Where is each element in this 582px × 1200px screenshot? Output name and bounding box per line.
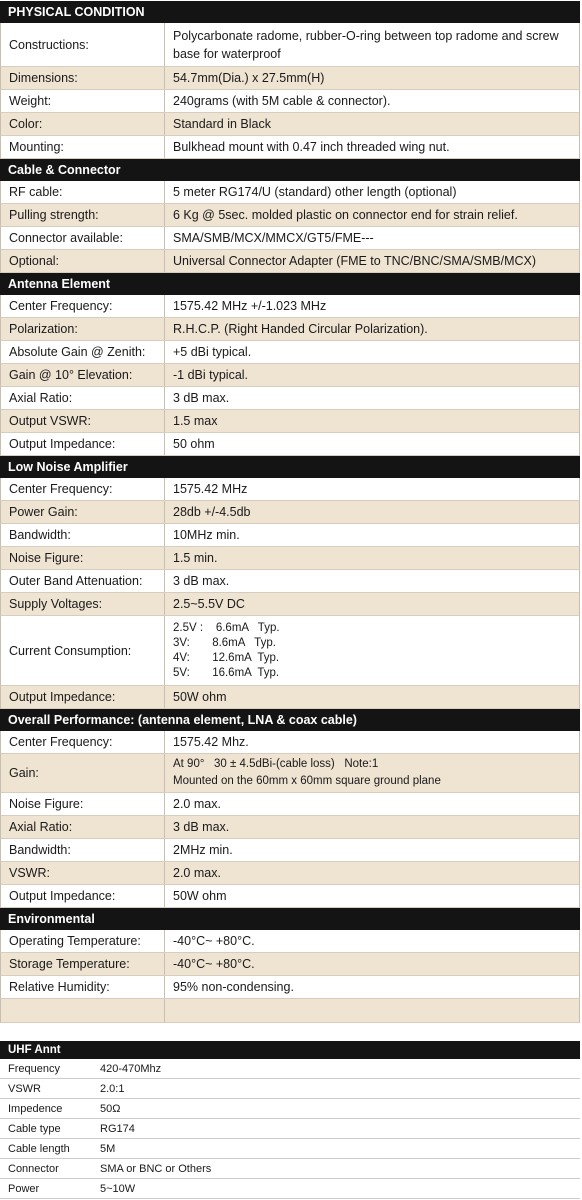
spec-value (165, 885, 579, 907)
spec-value (165, 410, 579, 432)
spec-value-line: 240grams (with 5M cable & connector). (173, 94, 391, 108)
spec-value (165, 930, 579, 952)
spec-label: Gain: (1, 754, 165, 792)
spec-label: Axial Ratio: (1, 387, 165, 409)
spec-value-line: 3 dB max. (173, 820, 230, 834)
spec-value (165, 686, 579, 708)
spec-label: Connector available: (1, 227, 165, 249)
spec-row-output-impedance (0, 686, 580, 709)
uhf-row-power (0, 1179, 580, 1199)
spec-label: Center Frequency: (1, 731, 165, 753)
spec-value-line: 1.5 max (173, 414, 218, 428)
uhf-label: Cable length (8, 1143, 70, 1155)
spec-label: Weight: (1, 90, 165, 112)
spec-value-line: 6 Kg @ 5sec. molded plastic on connector end for strain relief. (173, 208, 518, 222)
spec-value-line: 2.0 max. (173, 797, 221, 811)
uhf-label: Cable type (8, 1123, 61, 1135)
spec-row-optional (0, 250, 580, 273)
spec-value (165, 999, 579, 1022)
uhf-label: Power (8, 1183, 40, 1195)
uhf-row-vswr (0, 1079, 580, 1099)
spec-row-outer-band-attenuation (0, 570, 580, 593)
spec-row-operating-temperature (0, 930, 580, 953)
spec-value (165, 816, 579, 838)
uhf-value: RG174 (100, 1123, 135, 1135)
spec-label: Center Frequency: (1, 295, 165, 317)
spec-value-line: -40°C~ +80°C. (173, 934, 255, 948)
spec-row-connector-available (0, 227, 580, 250)
spec-label: Output Impedance: (1, 433, 165, 455)
spec-value (165, 204, 579, 226)
spec-row-relative-humidity (0, 976, 580, 999)
spec-label: Mounting: (1, 136, 165, 158)
spec-value (165, 593, 579, 615)
spec-label: Bandwidth: (1, 839, 165, 861)
spec-label: Output Impedance: (1, 885, 165, 907)
uhf-value: SMA or BNC or Others (100, 1163, 212, 1175)
spec-label: Relative Humidity: (1, 976, 165, 998)
uhf-table (0, 1041, 582, 1200)
spec-value (165, 341, 579, 363)
spec-row-noise-figure (0, 547, 580, 570)
uhf-label: VSWR (8, 1083, 41, 1095)
spec-value (165, 295, 579, 317)
uhf-row-cable-length (0, 1139, 580, 1159)
spec-value (165, 478, 579, 500)
uhf-row-cable-type (0, 1119, 580, 1139)
spec-row-output-impedance (0, 885, 580, 908)
spec-value (165, 433, 579, 455)
section-header-environmental: Environmental (0, 908, 580, 930)
spec-value (165, 113, 579, 135)
spec-label: Center Frequency: (1, 478, 165, 500)
spec-row-output-vswr (0, 410, 580, 433)
spec-row-polarization (0, 318, 580, 341)
spec-row-output-impedance (0, 433, 580, 456)
spec-value (165, 731, 579, 753)
spec-value (165, 501, 579, 523)
uhf-label: Connector (8, 1163, 59, 1175)
uhf-value: 2.0:1 (100, 1083, 125, 1095)
spec-value-line: Polycarbonate radome, rubber-O-ring between top radome and screw base for waterproof (173, 28, 563, 61)
spec-value (165, 318, 579, 340)
spec-label: Power Gain: (1, 501, 165, 523)
spec-row-pulling-strength (0, 204, 580, 227)
spec-label: Optional: (1, 250, 165, 272)
spec-value (165, 616, 579, 685)
spec-value-line: 1575.42 Mhz. (173, 735, 249, 749)
spec-label: Constructions: (1, 23, 165, 66)
spec-label: Supply Voltages: (1, 593, 165, 615)
spec-value-line: 5V: 16.6mA Typ. (173, 666, 280, 679)
spec-value (165, 754, 579, 792)
spec-value (165, 793, 579, 815)
spec-value-line: SMA/SMB/MCX/MMCX/GT5/FME--- (173, 231, 374, 245)
spec-label: Current Consumption: (1, 616, 165, 685)
spec-value-line: +5 dBi typical. (173, 345, 252, 359)
uhf-value: 5M (100, 1143, 116, 1155)
spec-value-line: 2.5V : 6.6mA Typ. (173, 621, 280, 634)
spec-row-supply-voltages (0, 593, 580, 616)
spec-label: VSWR: (1, 862, 165, 884)
spec-value-line: 50 ohm (173, 437, 215, 451)
spec-value-line: 2.5~5.5V DC (173, 597, 245, 611)
spec-label: Axial Ratio: (1, 816, 165, 838)
spec-label: Output Impedance: (1, 686, 165, 708)
spec-value (165, 953, 579, 975)
spec-row-gain-10-elevation (0, 364, 580, 387)
spec-label: RF cable: (1, 181, 165, 203)
spec-value-line: Mounted on the 60mm x 60mm square ground plane (173, 775, 441, 787)
spec-value (165, 136, 579, 158)
spec-value (165, 227, 579, 249)
spec-row-noise-figure (0, 793, 580, 816)
spec-label: Storage Temperature: (1, 953, 165, 975)
section-header-antenna-element: Antenna Element (0, 273, 580, 295)
spec-label: Pulling strength: (1, 204, 165, 226)
spec-value-line: Bulkhead mount with 0.47 inch threaded wing nut. (173, 140, 450, 154)
spec-row-axial-ratio (0, 387, 580, 410)
spec-value-line: 5 meter RG174/U (standard) other length (optional) (173, 185, 457, 199)
spec-value-line: 3 dB max. (173, 391, 230, 405)
spec-label: Outer Band Attenuation: (1, 570, 165, 592)
spec-label: Output VSWR: (1, 410, 165, 432)
spec-label: Operating Temperature: (1, 930, 165, 952)
spec-row-vswr (0, 862, 580, 885)
spec-value (165, 976, 579, 998)
spec-value-line: Universal Connector Adapter (FME to TNC/BNC/SMA/SMB/MCX) (173, 254, 537, 268)
spec-label: Absolute Gain @ Zenith: (1, 341, 165, 363)
spec-value (165, 862, 579, 884)
spec-value-line: -40°C~ +80°C. (173, 957, 255, 971)
spec-value (165, 524, 579, 546)
spec-row-center-frequency (0, 478, 580, 501)
spec-value-line: 4V: 12.6mA Typ. (173, 651, 280, 664)
spec-label: Dimensions: (1, 67, 165, 89)
spec-value-line: Standard in Black (173, 117, 271, 131)
uhf-value: 5~10W (100, 1183, 136, 1195)
spec-row-bandwidth (0, 524, 580, 547)
spec-value-line: 10MHz min. (173, 528, 240, 542)
spec-row-weight (0, 90, 580, 113)
spec-value (165, 250, 579, 272)
spec-label: Noise Figure: (1, 793, 165, 815)
spec-value-line: 50W ohm (173, 690, 227, 704)
spec-row-center-frequency (0, 731, 580, 754)
spec-value-line: -1 dBi typical. (173, 368, 249, 382)
spec-row-dimensions (0, 67, 580, 90)
section-header-low-noise-amplifier: Low Noise Amplifier (0, 456, 580, 478)
spec-label: Gain @ 10° Elevation: (1, 364, 165, 386)
spec-label: Color: (1, 113, 165, 135)
spec-label: Polarization: (1, 318, 165, 340)
uhf-label: Frequency (8, 1063, 60, 1075)
uhf-header: UHF Annt (0, 1041, 580, 1059)
spec-value (165, 67, 579, 89)
spec-row-gain (0, 754, 580, 793)
spec-row-constructions (0, 23, 580, 67)
spec-value-line: At 90° 30 ± 4.5dBi-(cable loss) Note:1 (173, 758, 379, 770)
spec-value (165, 547, 579, 569)
uhf-label: Impedence (8, 1103, 63, 1115)
spec-value-line: 50W ohm (173, 889, 227, 903)
spec-row-center-frequency (0, 295, 580, 318)
spec-value-line: 3V: 8.6mA Typ. (173, 636, 276, 649)
spec-value (165, 839, 579, 861)
uhf-value: 420-470Mhz (100, 1063, 162, 1075)
spec-value (165, 364, 579, 386)
spec-value (165, 387, 579, 409)
spec-row-current-consumption (0, 616, 580, 686)
spec-value-line: 54.7mm(Dia.) x 27.5mm(H) (173, 71, 325, 85)
uhf-row-frequency (0, 1059, 580, 1079)
uhf-row-connector (0, 1159, 580, 1179)
spec-value-line: R.H.C.P. (Right Handed Circular Polarization). (173, 322, 428, 336)
spec-value-line: 95% non-condensing. (173, 980, 294, 994)
spec-row-axial-ratio (0, 816, 580, 839)
spec-value-line: 2.0 max. (173, 866, 221, 880)
uhf-value: 50Ω (100, 1103, 121, 1115)
spec-row-power-gain (0, 501, 580, 524)
spec-value-line: 1575.42 MHz (173, 482, 248, 496)
section-header-physical-condition: PHYSICAL CONDITION (0, 1, 580, 23)
spec-row-bandwidth (0, 839, 580, 862)
spec-value-line: 2MHz min. (173, 843, 233, 857)
spec-label (1, 999, 165, 1022)
spec-row-blank (0, 999, 580, 1023)
section-header-cable-connector: Cable & Connector (0, 159, 580, 181)
spec-value (165, 570, 579, 592)
spec-value (165, 181, 579, 203)
spec-label: Bandwidth: (1, 524, 165, 546)
spec-row-color (0, 113, 580, 136)
spec-value-line: 3 dB max. (173, 574, 230, 588)
uhf-row-impedence (0, 1099, 580, 1119)
spec-row-rf-cable (0, 181, 580, 204)
spec-value (165, 23, 579, 66)
spec-row-storage-temperature (0, 953, 580, 976)
section-header-overall-performance-antenna-element-lna-coax-cable: Overall Performance: (antenna element, LNA & coax cable) (0, 709, 580, 731)
spec-value-line: 28db +/-4.5db (173, 505, 251, 519)
spec-value-line: 1575.42 MHz +/-1.023 MHz (173, 299, 327, 313)
spec-label: Noise Figure: (1, 547, 165, 569)
spec-value (165, 90, 579, 112)
spec-row-mounting (0, 136, 580, 159)
spec-value-line: 1.5 min. (173, 551, 218, 565)
spec-row-absolute-gain-zenith (0, 341, 580, 364)
